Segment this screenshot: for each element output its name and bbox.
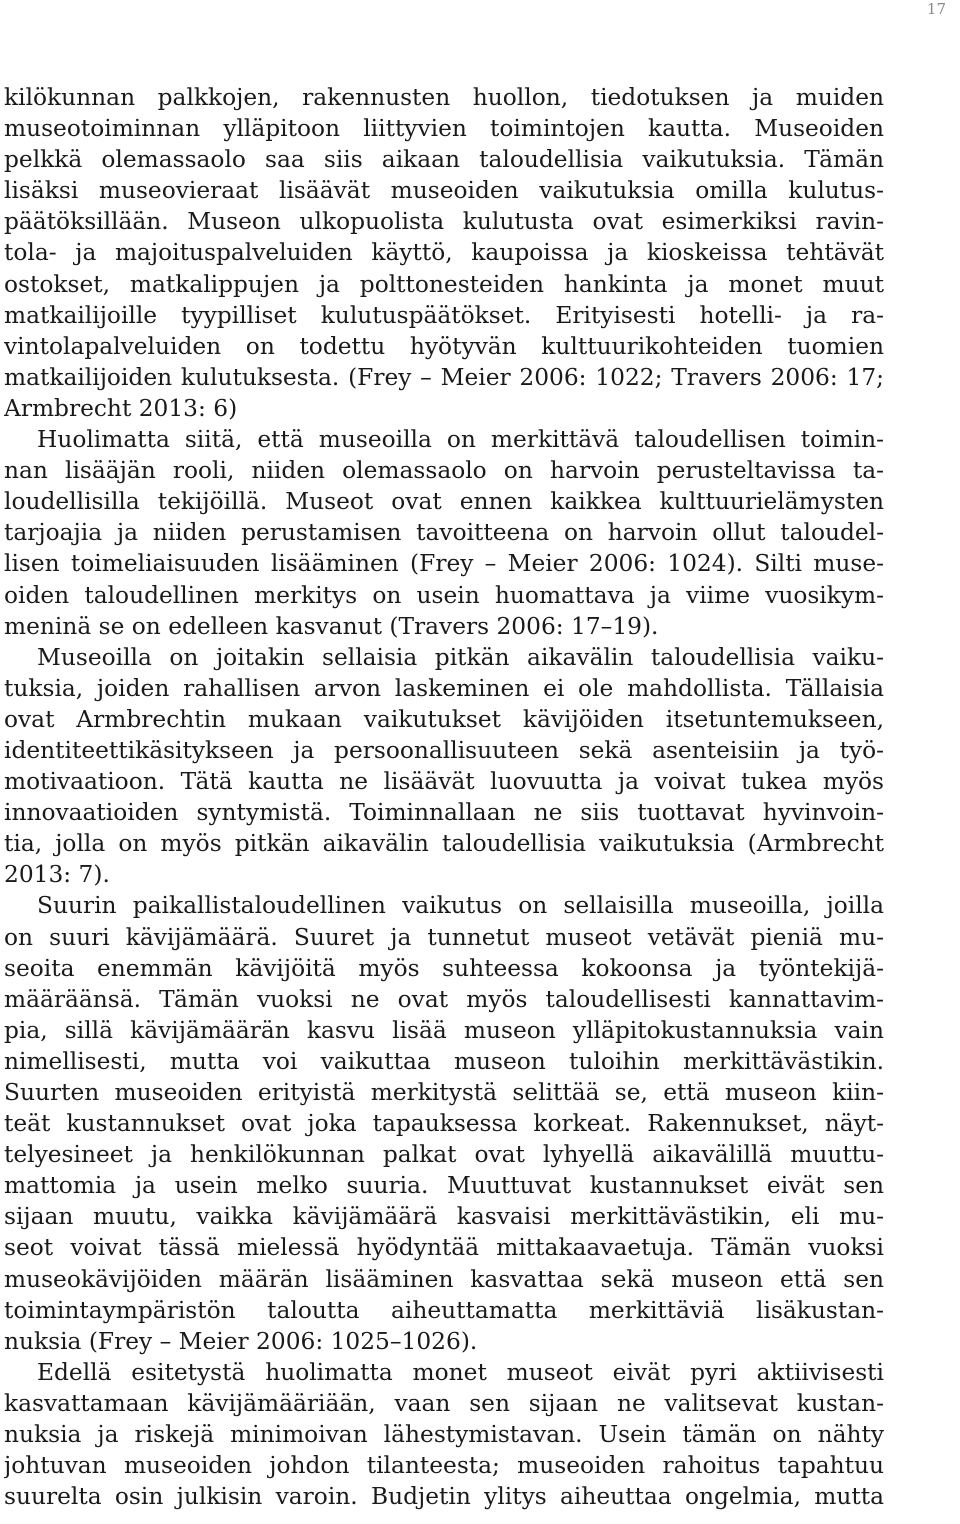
text-line: määräänsä. Tämän vuoksi ne ovat myös taloudellisesti kannattavim- (4, 985, 884, 1013)
text-line: pelkkä olemassaolo saa siis aikaan taloudellisia vaikutuksia. Tämän (4, 146, 884, 174)
text-line: museotoiminnan ylläpitoon liittyvien toimintojen kautta. Museoiden (4, 115, 884, 143)
text-line: toimintaympäristön taloutta aiheuttamatta merkittäviä lisäkustan- (4, 1296, 884, 1324)
body-text (4, 82, 884, 1512)
text-line: tuksia, joiden rahallisen arvon laskeminen ei ole mahdollista. Tällaisia (4, 674, 884, 702)
text-line: Edellä esitetystä huolimatta monet museot eivät pyri aktiivisesti (37, 1358, 884, 1386)
text-line: ostokset, matkalippujen ja polttonesteiden hankinta ja monet muut (4, 270, 884, 298)
text-line: matkailijoiden kulutuksesta. (Frey – Meier 2006: 1022; Travers 2006: 17; (4, 363, 884, 391)
text-line: kilökunnan palkkojen, rakennusten huollon, tiedotuksen ja muiden (4, 84, 884, 111)
text-line: seoita enemmän kävijöitä myös suhteessa kokoonsa ja työntekijä- (4, 954, 884, 982)
text-line: lisäksi museovieraat lisäävät museoiden vaikutuksia omilla kulutus- (4, 177, 884, 205)
text-line: innovaatioiden syntymistä. Toiminnallaan ne siis tuottavat hyvinvoin- (4, 799, 884, 827)
text-line: päätöksillään. Museon ulkopuolista kulutusta ovat esimerkiksi ravin- (4, 208, 884, 236)
text-line: Museoilla on joitakin sellaisia pitkän aikavälin taloudellisia vaiku- (37, 643, 884, 671)
text-line: matkailijoille tyypilliset kulutuspäätökset. Erityisesti hotelli- ja ra- (4, 301, 884, 329)
text-line: Huolimatta siitä, että museoilla on merkittävä taloudellisen toimin- (37, 426, 884, 454)
text-line: nimellisesti, mutta voi vaikuttaa museon tuloihin merkittävästikin. (4, 1047, 884, 1075)
text-line: tarjoajia ja niiden perustamisen tavoitteena on harvoin ollut taloudel- (4, 519, 884, 547)
text-line: loudellisilla tekijöillä. Museot ovat ennen kaikkea kulttuurielämysten (4, 488, 884, 516)
text-line: sijaan muutu, vaikka kävijämäärä kasvaisi merkittävästikin, eli mu- (4, 1203, 884, 1231)
text-line: tola- ja majoituspalveluiden käyttö, kaupoissa ja kioskeissa tehtävät (4, 239, 884, 267)
text-line: kasvattamaan kävijämääriään, vaan sen sijaan ne valitsevat kustan- (4, 1389, 884, 1417)
text-line: johtuvan museoiden johdon tilanteesta; museoiden rahoitus tapahtuu (4, 1452, 884, 1480)
text-line: identiteettikäsitykseen ja persoonallisuuteen sekä asenteisiin ja työ- (4, 736, 884, 764)
text-line: motivaatioon. Tätä kautta ne lisäävät luovuutta ja voivat tukea myös (4, 768, 884, 796)
text-line: on suuri kävijämäärä. Suuret ja tunnetut museot vetävät pieniä mu- (4, 923, 884, 951)
text-line: lisen toimeliaisuuden lisääminen (Frey – Meier 2006: 1024). Silti muse- (4, 550, 884, 578)
text-line: meninä se on edelleen kasvanut (Travers 2006: 17–19). (4, 612, 659, 640)
text-line: ovat Armbrechtin mukaan vaikutukset kävijöiden itsetuntemukseen, (4, 705, 884, 733)
text-line: mattomia ja usein melko suuria. Muuttuvat kustannukset eivät sen (4, 1172, 884, 1200)
text-line: Suurten museoiden erityistä merkitystä selittää se, että museon kiin- (4, 1079, 884, 1106)
text-line: oiden taloudellinen merkitys on usein huomattava ja viime vuosikym- (4, 581, 884, 609)
text-line: Armbrecht 2013: 6) (4, 394, 238, 422)
page-number: 17 (926, 0, 946, 18)
text-line: vintolapalveluiden on todettu hyötyvän kulttuurikohteiden tuomien (4, 332, 884, 360)
text-line: 2013: 7). (4, 861, 110, 889)
text-line: seot voivat tässä mielessä hyödyntää mittakaavaetuja. Tämän vuoksi (4, 1234, 884, 1262)
text-line: Suurin paikallistaloudellinen vaikutus on sellaisilla museoilla, joilla (37, 892, 884, 920)
text-line: suurelta osin julkisin varoin. Budjetin ylitys aiheuttaa ongelmia, mutta (4, 1483, 884, 1511)
text-line: pia, sillä kävijämäärän kasvu lisää museon ylläpitokustannuksia vain (4, 1016, 884, 1044)
text-line: nuksia ja riskejä minimoivan lähestymistavan. Usein tämän on nähty (4, 1421, 884, 1449)
text-line: telyesineet ja henkilökunnan palkat ovat lyhyellä aikavälillä muuttu- (4, 1141, 884, 1169)
text-line: nuksia (Frey – Meier 2006: 1025–1026). (4, 1327, 478, 1355)
text-line: museokävijöiden määrän lisääminen kasvattaa sekä museon että sen (4, 1265, 884, 1293)
text-line: tia, jolla on myös pitkän aikavälin taloudellisia vaikutuksia (Armbrecht (4, 830, 884, 858)
text-line: nan lisääjän rooli, niiden olemassaolo on harvoin perusteltavissa ta- (4, 457, 884, 485)
text-line: teät kustannukset ovat joka tapauksessa korkeat. Rakennukset, näyt- (4, 1110, 884, 1138)
